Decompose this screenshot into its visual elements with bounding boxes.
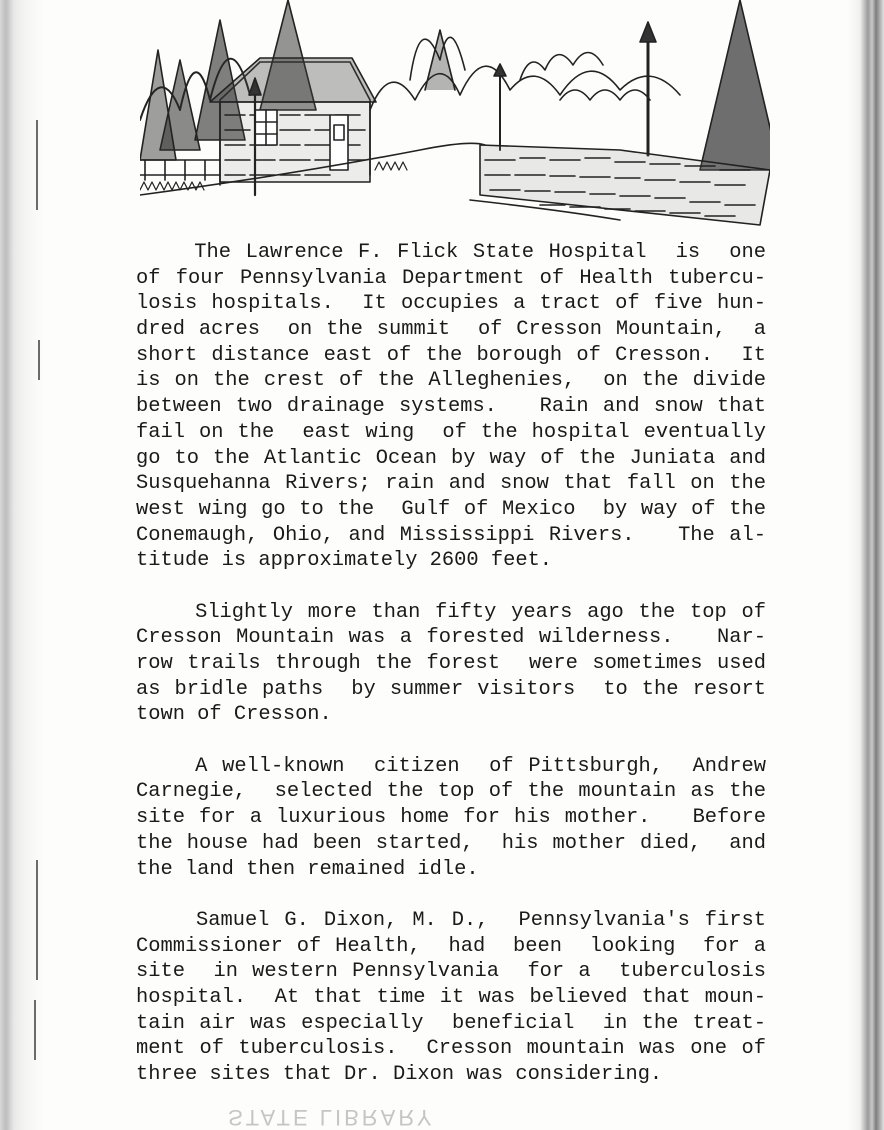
- text-line: fail on the east wing of the hospital eventually: [136, 420, 766, 444]
- text-line: Cresson Mountain was a forested wilderness. Nar-: [136, 626, 766, 650]
- text-line: Commissioner of Health, had been looking for a: [136, 934, 766, 958]
- text-line: tain air was especially beneficial in the treat-: [136, 1011, 766, 1035]
- text-line: losis hospitals. It occupies a tract of five hun-: [136, 292, 766, 316]
- paragraph: [136, 600, 766, 728]
- text-line: the house had been started, his mother died, and: [136, 831, 766, 855]
- text-line: between two drainage systems. Rain and snow that: [136, 395, 766, 419]
- page-edge: [848, 0, 884, 1130]
- text-line: Susquehanna Rivers; rain and snow that fall on the: [136, 472, 766, 496]
- text-line: ment of tuberculosis. Cresson mountain was one of: [136, 1037, 766, 1061]
- binding-mark: [36, 120, 38, 210]
- text-line: Slightly more than fifty years ago the top of: [136, 600, 766, 624]
- text-line: as bridle paths by summer visitors to the resort: [136, 677, 766, 701]
- text-line: A well-known citizen of Pittsburgh, Andrew: [136, 754, 766, 778]
- paragraph: [136, 240, 766, 574]
- text-line: is on the crest of the Alleghenies, on the divide: [136, 369, 766, 393]
- binding-mark: [38, 340, 40, 380]
- text-line: the land then remained idle.: [136, 857, 479, 881]
- text-line: west wing go to the Gulf of Mexico by way of the: [136, 497, 766, 521]
- text-line: row trails through the forest were sometimes used: [136, 652, 766, 675]
- text-line: dred acres on the summit of Cresson Mountain, a: [136, 318, 766, 342]
- library-stamp-bleedthrough: STATE LIBRARY: [228, 1105, 435, 1130]
- binding-mark: [34, 1000, 36, 1060]
- text-line: site in western Pennsylvania for a tuberculosis: [136, 960, 766, 984]
- binding-edge: [0, 0, 44, 1130]
- text-line: town of Cresson.: [136, 703, 332, 727]
- text-line: three sites that Dr. Dixon was considering.: [136, 1063, 663, 1086]
- binding-mark: [36, 860, 38, 980]
- text-line: The Lawrence F. Flick State Hospital is one: [136, 241, 766, 264]
- paragraph: [136, 754, 766, 882]
- text-line: short distance east of the borough of Cresson. It: [136, 343, 766, 367]
- text-line: go to the Atlantic Ocean by way of the Juniata and: [136, 446, 766, 470]
- text-line: hospital. At that time it was believed that moun-: [136, 985, 766, 1009]
- paragraph: [136, 908, 766, 1088]
- body-text: [136, 240, 766, 1113]
- text-line: titude is approximately 2600 feet.: [136, 549, 553, 573]
- text-line: Conemaugh, Ohio, and Mississippi Rivers. The al-: [136, 523, 766, 547]
- text-line: Carnegie, selected the top of the mountain as the: [136, 780, 766, 804]
- text-line: Samuel G. Dixon, M. D., Pennsylvania's first: [136, 908, 766, 932]
- hospital-sketch-illustration: [140, 0, 770, 232]
- text-line: site for a luxurious home for his mother. Before: [136, 806, 766, 830]
- text-line: of four Pennsylvania Department of Health tubercu-: [136, 266, 766, 290]
